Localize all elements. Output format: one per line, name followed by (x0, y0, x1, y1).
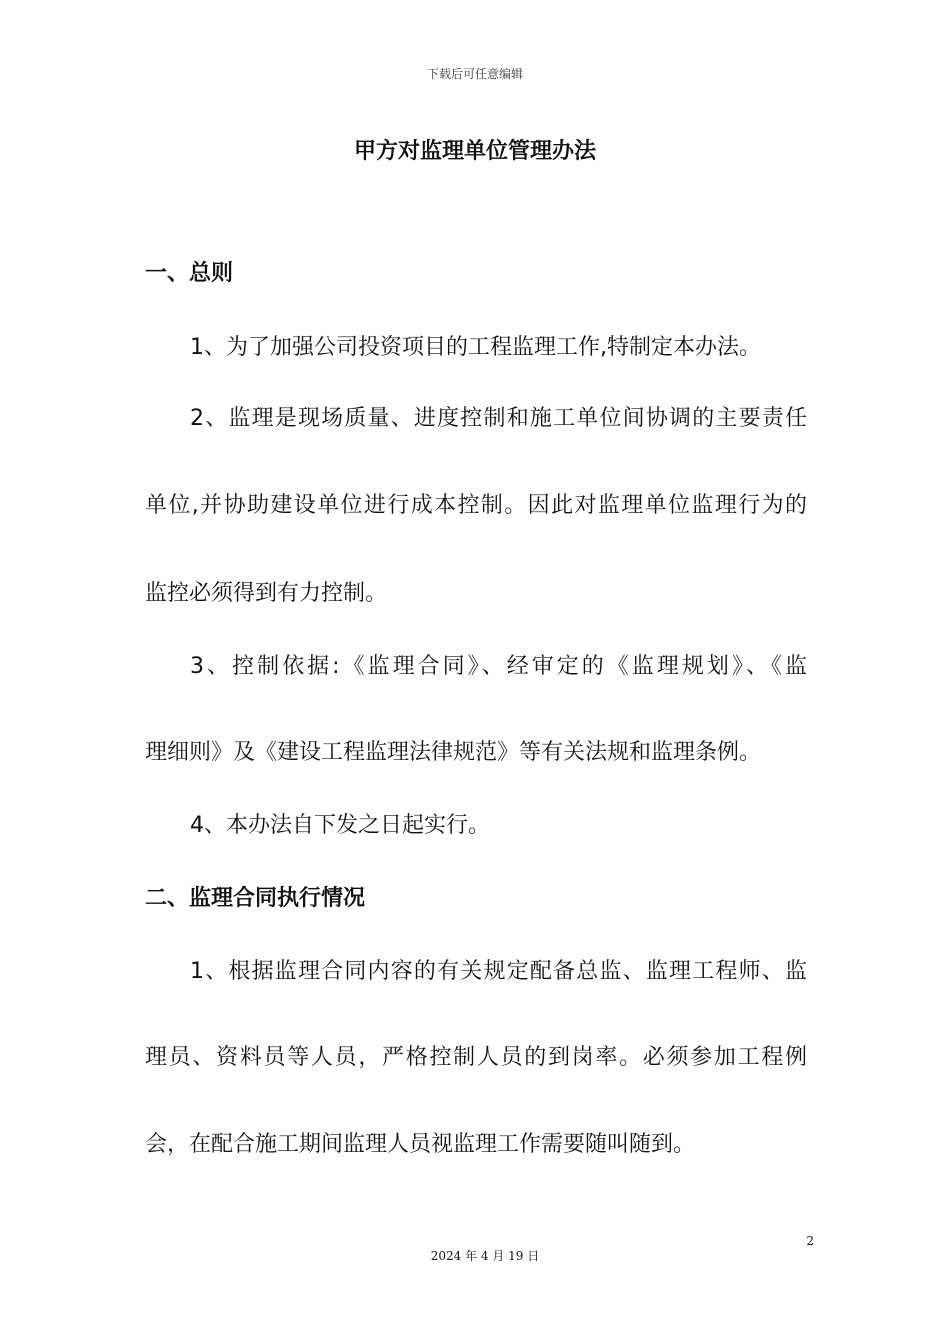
page-header-note: 下载后可任意编辑 (426, 67, 523, 81)
paragraph-line: 3、控制依据:《监理合同》、经审定的《监理规划》、《监 (190, 654, 807, 679)
paragraph-line: 理员、资料员等人员，严格控制人员的到岗率。必须参加工程例 (145, 1045, 807, 1070)
section-heading: 一、总则 (145, 261, 234, 286)
paragraph-line: 2、监理是现场质量、进度控制和施工单位间协调的主要责任 (190, 406, 807, 431)
page-number: 2 (806, 1234, 814, 1248)
paragraph-line: 单位,并协助建设单位进行成本控制。因此对监理单位监理行为的 (145, 493, 807, 518)
paragraph-line: 监控必须得到有力控制。 (145, 581, 388, 606)
paragraph-line: 1、为了加强公司投资项目的工程监理工作,特制定本办法。 (190, 335, 761, 360)
paragraph-line: 1、根据监理合同内容的有关规定配备总监、监理工程师、监 (190, 959, 807, 984)
paragraph-line: 会，在配合施工期间监理人员视监理工作需要随叫随到。 (145, 1132, 696, 1157)
document-title: 甲方对监理单位管理办法 (353, 139, 596, 164)
page-date: 2024 年 4 月 19 日 (430, 1249, 540, 1263)
section-heading: 二、监理合同执行情况 (145, 886, 366, 911)
paragraph-line: 理细则》及《建设工程监理法律规范》等有关法规和监理条例。 (145, 740, 762, 765)
paragraph-line: 4、本办法自下发之日起实行。 (190, 813, 490, 838)
